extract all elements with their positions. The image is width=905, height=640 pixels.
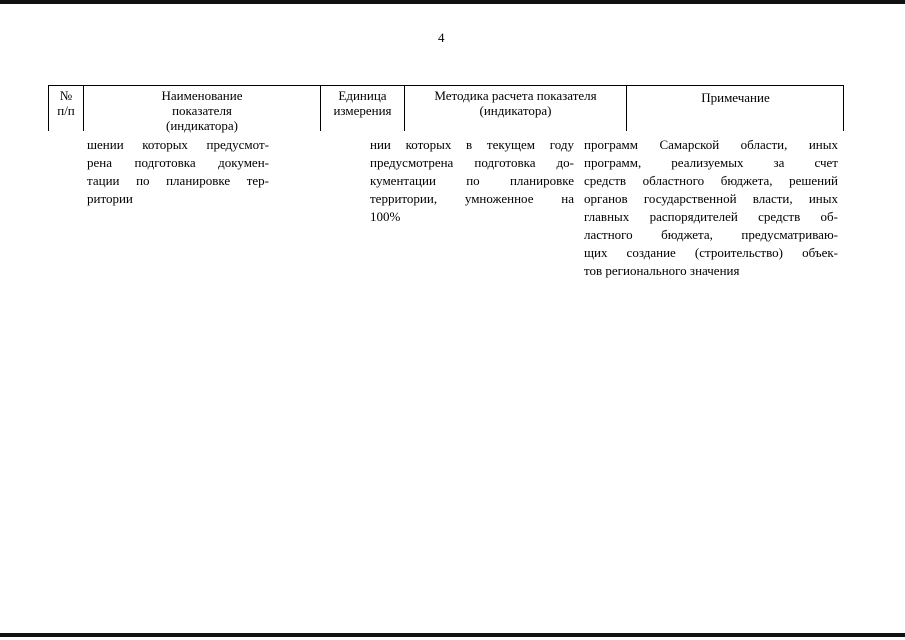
page-top-border (0, 0, 905, 4)
text-line: территории, умноженное на (370, 191, 574, 206)
header-text: (индикатора) (479, 103, 552, 118)
header-name-col (84, 86, 321, 131)
header-text: (индикатора) (166, 118, 238, 133)
text-line: тов регионального значения (584, 263, 740, 278)
header-note-col (627, 86, 844, 131)
header-text: Единица (338, 88, 387, 103)
text-line: ритории (87, 191, 133, 206)
table-header (48, 85, 844, 131)
page-bottom-border (0, 633, 905, 637)
text-line: ластного бюджета, предусматриваю- (584, 227, 838, 242)
note-cell (584, 136, 838, 280)
page-number: 4 (438, 30, 445, 45)
header-text: показателя (172, 103, 232, 118)
header-method-col (405, 86, 627, 131)
header-text: п/п (57, 103, 75, 118)
text-line: органов государственной власти, иных (584, 191, 838, 206)
text-line: тации по планировке тер- (87, 173, 269, 188)
header-text: Примечание (701, 90, 770, 105)
text-line: программ, реализуемых за счет (584, 155, 838, 170)
header-text: № (59, 88, 73, 103)
indicator-name-cell (87, 136, 269, 208)
text-line: средств областного бюджета, решений (584, 173, 838, 188)
method-cell (370, 136, 574, 226)
text-line: шении которых предусмот- (87, 137, 269, 152)
text-line: 100% (370, 209, 401, 224)
header-text: Методика расчета показателя (434, 88, 597, 103)
header-text: Наименование (161, 88, 243, 103)
text-line: щих создание (строительство) объек- (584, 245, 838, 260)
header-unit-col (321, 86, 405, 131)
text-line: нии которых в текущем году (370, 137, 574, 152)
header-number-col (49, 86, 84, 131)
text-line: кументации по планировке (370, 173, 574, 188)
text-line: рена подготовка докумен- (87, 155, 269, 170)
text-line: программ Самарской области, иных (584, 137, 838, 152)
header-text: измерения (333, 103, 392, 118)
text-line: главных распорядителей средств об- (584, 209, 838, 224)
text-line: предусмотрена подготовка до- (370, 155, 574, 170)
